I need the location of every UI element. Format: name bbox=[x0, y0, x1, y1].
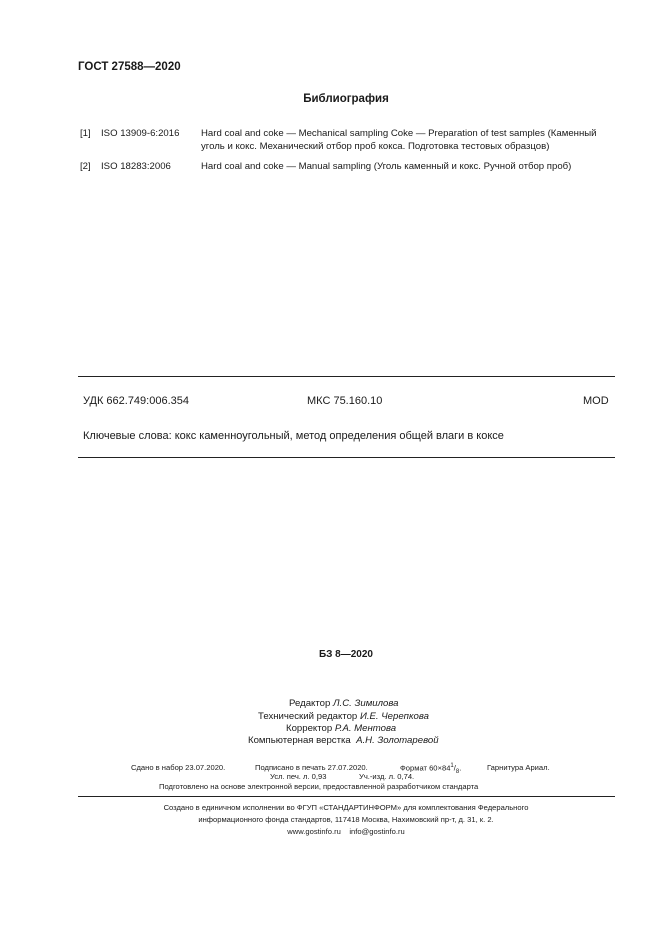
print-signed: Подписано в печать 27.07.2020. bbox=[255, 763, 368, 772]
credit-editor bbox=[289, 697, 399, 710]
footer-line-1: Создано в единичном исполнении во ФГУП «СТАНДАРТИНФОРМ» для комплектования Федерального bbox=[163, 803, 529, 812]
email-link[interactable]: info@gostinfo.ru bbox=[349, 827, 405, 836]
udk-code: УДК 662.749:006.354 bbox=[83, 395, 189, 407]
print-format: Формат $60\times 84^1/_8$. bbox=[400, 763, 462, 776]
entry-code: ISO 13909-6:2016 bbox=[101, 128, 180, 139]
credit-role: Редактор bbox=[289, 698, 331, 709]
credit-name: Р.А. Ментова bbox=[334, 723, 397, 734]
bz-number: БЗ 8—2020 bbox=[319, 649, 373, 660]
divider-footer bbox=[78, 796, 615, 797]
entry-text: Hard coal and coke — Manual sampling (Уголь каменный и кокс. Ручной отбор проб) bbox=[201, 161, 572, 172]
entry-number: [1] bbox=[80, 128, 91, 139]
keywords: Ключевые слова: кокс каменноугольный, метод определения общей влаги в коксе bbox=[83, 430, 504, 442]
credit-role: Компьютерная верстка bbox=[248, 735, 351, 746]
credit-name: И.Е. Черепкова bbox=[359, 711, 429, 722]
credit-role: Корректор bbox=[286, 723, 333, 734]
footer-line-2: информационного фонда стандартов, 117418 Москва, Нахимовский пр-т, д. 31, к. 2. bbox=[198, 815, 494, 824]
divider-bottom bbox=[78, 457, 615, 458]
publication-sheets: Уч.-изд. л. 0,74. bbox=[359, 772, 415, 781]
credit-name: Л.С. Зимилова bbox=[332, 698, 399, 709]
website-link[interactable]: www.gostinfo.ru bbox=[287, 827, 341, 836]
mod-label: MOD bbox=[583, 395, 609, 407]
document-header: ГОСТ 27588—2020 bbox=[78, 61, 181, 73]
mks-code: МКС 75.160.10 bbox=[307, 395, 383, 407]
print-submitted: Сдано в набор 23.07.2020. bbox=[131, 763, 226, 772]
print-typeface: Гарнитура Ариал. bbox=[487, 763, 550, 772]
credit-role: Технический редактор bbox=[258, 711, 358, 722]
print-prepared-note: Подготовлено на основе электронной версии, предоставленной разработчиком стандарта bbox=[159, 782, 479, 791]
bibliography-entry bbox=[0, 160, 661, 176]
bibliography-entry bbox=[0, 127, 661, 157]
divider-top bbox=[78, 376, 615, 377]
credit-name: А.Н. Золотаревой bbox=[356, 735, 439, 746]
credit-layout bbox=[248, 734, 439, 747]
print-sheets: Усл. печ. л. 0,93 bbox=[270, 772, 327, 781]
entry-number: [2] bbox=[80, 161, 91, 172]
entry-text: Hard coal and coke — Mechanical sampling Coke — Preparation of test samples (Каменный уголь и кокс. Механический отбор проб кокса. Подготовка тестовых образцов) bbox=[201, 128, 597, 152]
footer-contacts bbox=[0, 826, 661, 839]
entry-code: ISO 18283:2006 bbox=[101, 161, 171, 172]
bibliography-title: Библиография bbox=[303, 93, 389, 105]
